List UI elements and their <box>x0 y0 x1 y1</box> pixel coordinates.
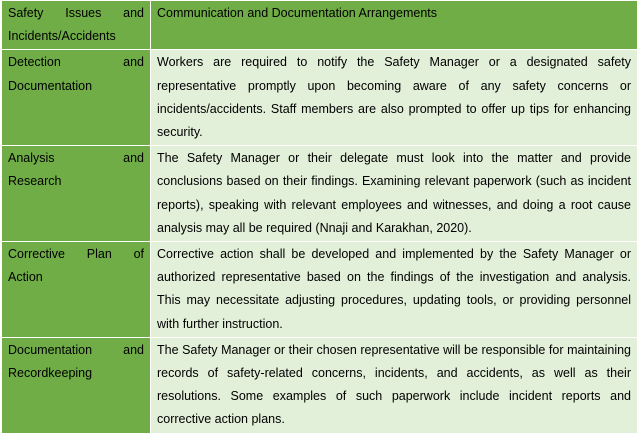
row-label-line2: Recordkeeping <box>8 366 93 381</box>
table-header-row <box>2 1 638 50</box>
row-label-line2: Action <box>8 270 43 285</box>
row-label-line2: Documentation <box>8 78 93 93</box>
table-row <box>2 50 638 146</box>
table-row <box>2 242 638 338</box>
safety-communication-table <box>1 0 638 434</box>
header-arrangements-cell: Communication and Documentation Arrangements <box>151 1 638 50</box>
row-label-line1: Documentation and <box>8 342 144 357</box>
table-row <box>2 146 638 242</box>
row-label-line2: Research <box>8 174 62 189</box>
header-issues-line1: Safety Issues and <box>8 6 144 20</box>
row-description-corrective: Corrective action shall be developed and implemented by the Safety Manager or authorized representative based on the findings of the investigation and analysis. This may necessitate adjusting procedures, updating tools, or providing personnel with further instruction. <box>151 242 638 338</box>
row-label-line1: Detection and <box>8 55 144 70</box>
header-issues-cell <box>2 1 151 50</box>
row-label-line1: Analysis and <box>8 151 144 166</box>
row-label-detection <box>2 50 151 146</box>
row-label-corrective <box>2 242 151 338</box>
header-issues-line2: Incidents/Accidents <box>8 29 116 44</box>
row-label-analysis <box>2 146 151 242</box>
row-label-line1: Corrective Plan of <box>8 247 144 262</box>
row-description-detection: Workers are required to notify the Safety Manager or a designated safety representative promptly upon becoming aware of any safety concerns or incidents/accidents. Staff members are also prompted to offer up tips for enhancing security. <box>151 50 638 146</box>
row-description-analysis: The Safety Manager or their delegate must look into the matter and provide conclusions based on their findings. Examining relevant paperwork (such as incident reports), speaking with relevant employees and witnesses, and doing a root cause analysis may all be required (Nnaji and Karakhan, 2020). <box>151 146 638 242</box>
row-description-recordkeeping: The Safety Manager or their chosen representative will be responsible for maintaining records of safety-related concerns, incidents, and accidents, as well as their resolutions. Some examples of such paperwork include incident reports and corrective action plans. <box>151 337 638 433</box>
